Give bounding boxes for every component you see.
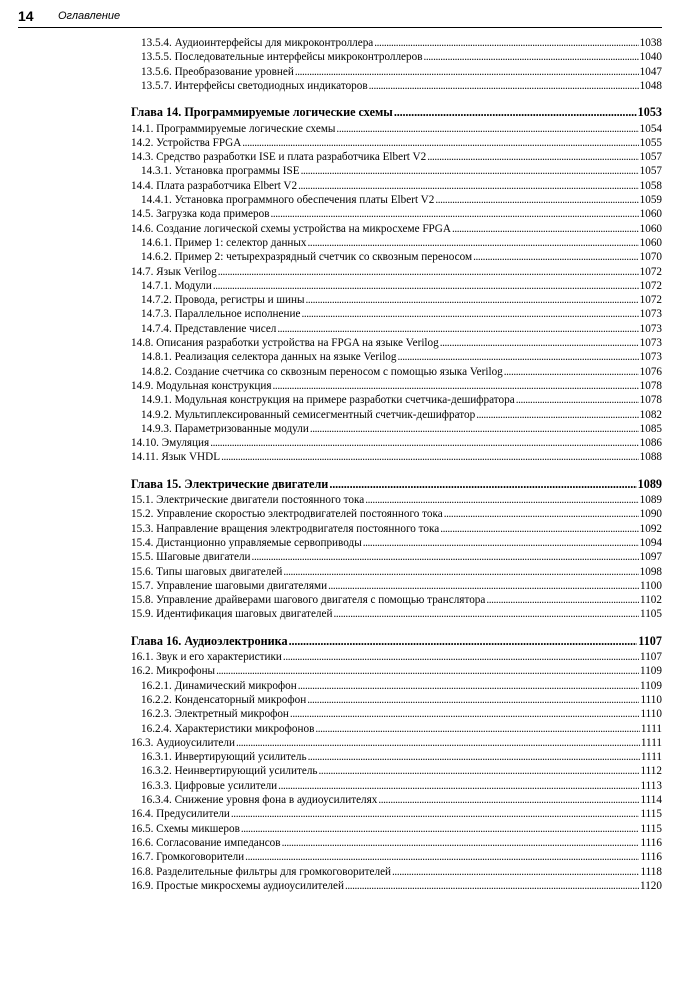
toc-entry-page: 1082 [639,408,662,421]
toc-entry-title: 15.4. Дистанционно управляемые сервоприводы [131,536,362,549]
dot-leader [216,664,639,678]
dot-leader [282,836,640,850]
toc-entry-title: Глава 16. Аудиоэлектроника [131,633,288,648]
toc-entry-page: 1107 [640,651,662,663]
toc-entry [141,65,662,79]
toc-entry [131,265,662,279]
toc-entry-title: 14.10. Эмуляция [131,437,210,450]
toc-entry-page: 1120 [640,879,662,892]
toc-entry [141,236,662,250]
dot-leader [315,722,640,736]
dot-leader [392,865,639,879]
dot-leader [369,79,639,93]
dot-leader [301,307,638,321]
toc-chapter [131,634,662,648]
toc-entry-title: 16.2. Микрофоны [131,665,216,678]
toc-entry-title: 15.8. Управление драйверами шагового двигателя с помощью транслятора [131,594,486,607]
toc-entry-page: 1089 [637,476,662,491]
dot-leader [278,779,639,793]
toc-entry [131,593,662,607]
toc-entry-page: 1115 [640,808,662,821]
toc-entry-page: 1070 [639,251,662,264]
toc-entry-title: 14.4.1. Установка программного обеспечения платы Elbert V2 [141,194,435,206]
toc-entry-page: 1107 [638,633,662,648]
toc-entry-page: 1059 [639,194,662,206]
toc-entry-title: 16.5. Схемы микшеров [131,822,240,835]
toc-entry [141,350,662,364]
toc-entry-title: 15.3. Направление вращения электродвигателя постоянного тока [131,522,440,535]
toc-entry-page: 1057 [639,151,662,164]
toc-entry-page: 1111 [640,751,662,764]
toc-entry [131,150,662,164]
toc-entry-title: 14.9.3. Параметризованные модули [141,422,309,435]
toc-entry-page: 1073 [639,308,662,321]
toc-entry-title: 15.2. Управление скоростью электродвигателей постоянного тока [131,508,443,521]
toc-entry-page: 1102 [640,594,662,607]
toc-entry-title: 16.7. Громкоговорители [131,851,245,864]
toc-entry-title: 14.1. Программируемые логические схемы [131,122,336,135]
dot-leader [277,322,638,336]
toc-entry [131,664,662,678]
toc-chapter [131,477,662,491]
toc-entry-title: 16.2.4. Характеристики микрофонов [141,722,315,735]
toc-entry [141,307,662,321]
dot-leader [231,807,640,821]
toc-entry-page: 1048 [639,79,662,92]
toc-entry-page: 1109 [640,679,662,692]
dot-leader [365,493,638,507]
dot-leader [241,822,640,836]
toc-entry-title: 16.6. Согласование импедансов [131,836,281,849]
toc-entry [141,764,662,778]
toc-entry-title: 14.7.1. Модули [141,279,212,292]
toc-entry-page: 1076 [639,365,662,378]
toc-entry-title: 14.8.1. Реализация селектора данных на языке Verilog [141,351,397,364]
toc-entry-page: 1116 [640,851,662,864]
dot-leader [473,250,639,264]
toc-entry [141,79,662,93]
toc-entry [141,250,662,264]
dot-leader [308,750,640,764]
dot-leader [221,450,639,464]
toc-entry [131,865,662,879]
toc-entry [141,365,662,379]
toc-entry-title: 15.1. Электрические двигатели постоянного тока [131,494,365,506]
toc-entry [141,779,662,793]
toc-entry-title: 13.5.6. Преобразование уровней [141,65,294,78]
toc-entry-page: 1116 [640,836,662,849]
toc-entry-title: 16.3.1. Инвертирующий усилитель [141,751,307,764]
toc-entry-title: 16.3. Аудиоусилители [131,736,235,749]
toc-entry-title: 14.2. Устройства FPGA [131,136,242,149]
dot-leader [444,507,639,521]
dot-leader [345,879,639,893]
dot-leader [305,293,638,307]
toc-entry-page: 1078 [639,379,662,392]
toc-entry [141,293,662,307]
toc-entry-title: Глава 15. Электрические двигатели [131,476,329,491]
dot-leader [394,105,637,119]
dot-leader [440,336,639,350]
dot-leader [290,707,640,721]
toc-entry-page: 1085 [639,422,662,435]
toc-entry [131,736,662,750]
toc-entry-page: 1072 [639,279,662,292]
toc-entry-title: 14.9.1. Модульная конструкция на примере разработки счетчика-дешифратора [141,394,515,407]
dot-leader [440,522,638,536]
toc-entry-title: 16.2.2. Конденсаторный микрофон [141,693,307,706]
toc-entry-title: 13.5.7. Интерфейсы светодиодных индикаторов [141,79,368,92]
toc-entry [141,707,662,721]
toc-entry [131,222,662,236]
toc-entry-title: 14.7. Язык Verilog [131,265,217,278]
dot-leader [213,279,639,293]
dot-leader [424,50,639,64]
toc-entry [141,693,662,707]
toc-entry-title: 15.5. Шаговые двигатели [131,551,251,564]
toc-entry-page: 1090 [639,508,662,521]
toc-entry-page: 1114 [640,794,662,806]
toc-entry-title: Глава 14. Программируемые логические схемы [131,105,393,120]
dot-leader [289,634,638,648]
dot-leader [283,565,638,579]
toc-entry-page: 1110 [640,708,662,721]
toc-entry-page: 1115 [640,822,662,835]
dot-leader [298,179,639,193]
toc-entry-page: 1054 [639,122,662,135]
dot-leader [252,550,639,564]
toc-entry-title: 16.2.3. Электретный микрофон [141,708,289,721]
toc-entry-page: 1097 [639,551,662,564]
dot-leader [378,793,639,807]
toc-entry-title: 13.5.5. Последовательные интерфейсы микроконтроллеров [141,51,423,64]
toc-entry-page: 1113 [640,779,662,792]
toc-entry [131,879,662,893]
toc-entry-page: 1060 [639,222,662,235]
dot-leader [374,36,638,50]
dot-leader [273,379,639,393]
dot-leader [245,850,639,864]
dot-leader [301,164,639,178]
dot-leader [298,679,639,693]
toc-entry-page: 1088 [639,451,662,464]
toc-entry [131,522,662,536]
toc-entry-title: 15.6. Типы шаговых двигателей [131,565,283,578]
toc-entry-title: 16.4. Предусилители [131,808,230,821]
toc-entry [141,193,662,207]
toc-entry-page: 1060 [639,236,662,249]
dot-leader [452,222,639,236]
toc-entry [141,422,662,436]
page-number: 14 [18,8,34,24]
toc-entry-title: 15.7. Управление шаговыми двигателями [131,579,328,592]
toc-entry [131,436,662,450]
dot-leader [295,65,639,79]
toc-entry-page: 1086 [639,437,662,450]
toc-entry-page: 1109 [640,665,662,678]
toc-entry-page: 1094 [639,536,662,549]
toc-entry [141,322,662,336]
toc-entry [141,408,662,422]
toc-entry-title: 15.9. Идентификация шаговых двигателей [131,608,333,621]
toc-entry-page: 1092 [639,522,662,535]
toc-entry [141,750,662,764]
toc-entry [141,164,662,178]
toc-entry [131,607,662,621]
dot-leader [283,650,639,664]
toc-entry-page: 1078 [639,394,662,407]
toc-entry-page: 1060 [639,208,662,221]
toc-entry-page: 1110 [640,693,662,706]
running-title: Оглавление [58,10,121,22]
toc-entry-page: 1058 [639,179,662,192]
toc-entry-page: 1100 [640,579,662,592]
toc-entry-page: 1073 [639,337,662,349]
dot-leader [504,365,639,379]
dot-leader [336,122,638,136]
toc-chapter [131,105,662,119]
dot-leader [516,393,639,407]
toc-entry [141,279,662,293]
toc-entry-title: 16.1. Звук и его характеристики [131,651,282,663]
toc-entry-title: 16.8. Разделительные фильтры для громкоговорителей [131,865,392,878]
toc-entry-page: 1047 [639,65,662,78]
toc-entry-title: 13.5.4. Аудиоинтерфейсы для микроконтроллера [141,37,374,49]
dot-leader [435,193,638,207]
toc-entry [131,493,662,507]
toc-entry-title: 14.3. Средство разработки ISE и плата разработчика Elbert V2 [131,151,427,164]
toc-entry [141,722,662,736]
toc-entry-page: 1072 [639,294,662,307]
toc-entry [131,550,662,564]
toc-entry-page: 1053 [637,105,662,120]
toc-entry [141,793,662,807]
dot-leader [310,422,639,436]
toc-entry [131,179,662,193]
toc-entry-title: 14.5. Загрузка кода примеров [131,208,270,221]
toc-entry-title: 14.9. Модульная конструкция [131,379,272,392]
toc-entry-title: 16.3.3. Цифровые усилители [141,779,278,792]
toc-entry-title: 14.7.3. Параллельное исполнение [141,308,301,321]
toc-entry [141,679,662,693]
dot-leader [210,436,638,450]
toc-entry [131,136,662,150]
toc-entry-page: 1112 [640,765,662,778]
toc-entry-page: 1038 [639,37,662,49]
page-header [18,7,662,28]
toc-entry-title: 16.2.1. Динамический микрофон [141,679,297,692]
dot-leader [218,265,639,279]
toc-entry-page: 1111 [640,722,662,735]
toc-entry [131,122,662,136]
toc-entry [131,336,662,350]
dot-leader [476,408,638,422]
toc-entry-page: 1089 [639,494,662,506]
toc-entry-page: 1057 [639,165,662,178]
toc-entry-title: 14.6.1. Пример 1: селектор данных [141,236,307,249]
toc-entry [131,207,662,221]
toc-entry [131,807,662,821]
toc-entry [141,50,662,64]
toc-entry-title: 16.3.4. Снижение уровня фона в аудиоусилителях [141,794,378,806]
toc-entry-page: 1073 [639,322,662,335]
dot-leader [363,536,639,550]
toc-entry [131,536,662,550]
dot-leader [307,693,639,707]
toc-entry [141,393,662,407]
dot-leader [329,477,636,491]
toc-entry-page: 1105 [640,608,662,621]
toc-entry [131,379,662,393]
toc-entry-page: 1072 [639,265,662,278]
toc-entry-page: 1040 [639,51,662,64]
toc-entry [131,450,662,464]
toc-entry-title: 14.7.2. Провода, регистры и шины [141,294,305,307]
dot-leader [319,764,640,778]
dot-leader [308,236,639,250]
dot-leader [427,150,638,164]
toc-entry-page: 1055 [639,136,662,149]
toc-entry [131,850,662,864]
toc-entry [131,822,662,836]
toc-entry-title: 16.3.2. Неинвертирующий усилитель [141,765,318,778]
dot-leader [333,607,639,621]
toc-entry-page: 1118 [640,865,662,878]
toc-entry-title: 14.8. Описания разработки устройства на FPGA на языке Verilog [131,337,439,349]
dot-leader [398,350,639,364]
toc-entry [131,650,662,664]
toc-entry-title: 14.4. Плата разработчика Elbert V2 [131,179,298,192]
dot-leader [242,136,638,150]
toc-entry [131,836,662,850]
toc-entry [131,565,662,579]
dot-leader [328,579,639,593]
toc-entry-title: 14.6.2. Пример 2: четырехразрядный счетчик со сквозным переносом [141,251,473,264]
toc-entry-title: 16.9. Простые микросхемы аудиоусилителей [131,879,344,892]
toc-entry [141,36,662,50]
toc-entry-title: 14.8.2. Создание счетчика со сквозным переносом с помощью языка Verilog [141,365,503,378]
toc-entry-title: 14.7.4. Представление чисел [141,322,277,335]
dot-leader [486,593,639,607]
toc-entry-title: 14.6. Создание логической схемы устройства на микросхеме FPGA [131,222,451,235]
toc-entry-page: 1098 [639,565,662,578]
toc-entry [131,579,662,593]
toc-entry-page: 1073 [639,351,662,364]
toc-entry [131,507,662,521]
toc-entry-title: 14.3.1. Установка программы ISE [141,165,300,178]
dot-leader [271,207,639,221]
dot-leader [236,736,640,750]
toc-entry-title: 14.9.2. Мультиплексированный семисегментный счетчик-дешифратор [141,408,476,421]
toc-entry-page: 1111 [640,736,662,749]
toc-entry-title: 14.11. Язык VHDL [131,451,221,464]
